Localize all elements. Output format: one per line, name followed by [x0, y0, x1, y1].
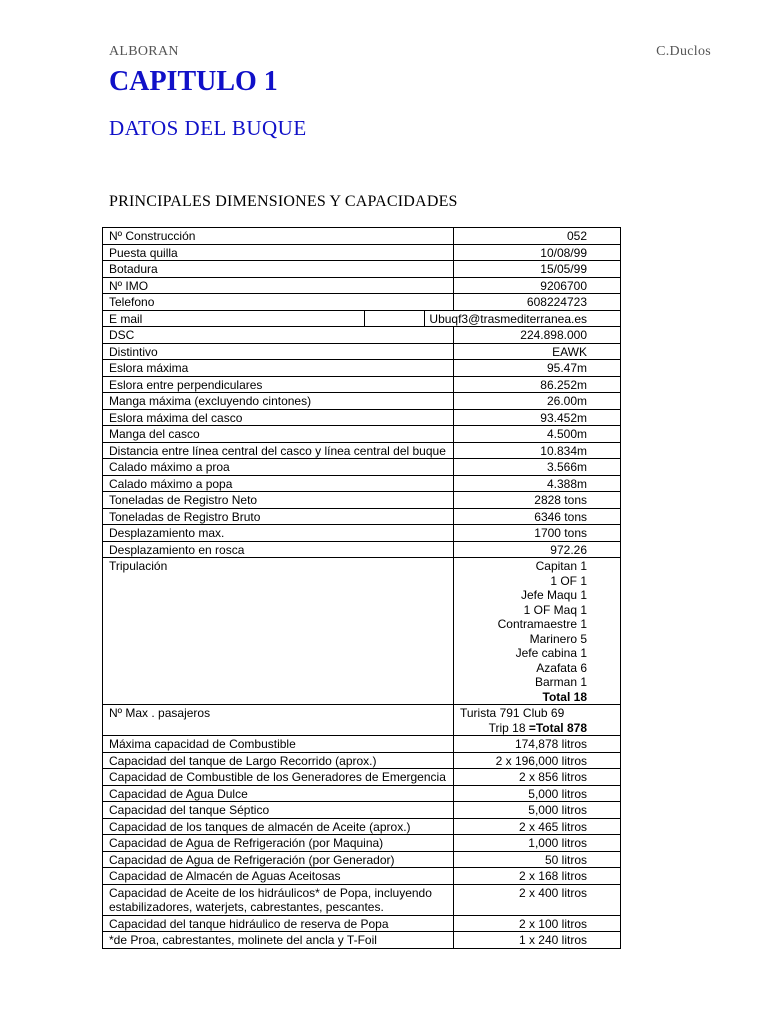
- row-label: Puesta quilla: [103, 245, 454, 261]
- row-spacer: [365, 311, 426, 327]
- row-label: *de Proa, cabrestantes, molinete del ancla y T-Foil: [103, 932, 454, 948]
- chapter-title: CAPITULO 1: [109, 66, 278, 97]
- row-value: 2828 tons: [534, 493, 587, 507]
- row-label: Calado máximo a popa: [103, 476, 454, 492]
- row-value: 15/05/99: [540, 262, 587, 276]
- table-row: [103, 425, 620, 442]
- row-value: 93.452m: [540, 410, 587, 425]
- running-header-left: ALBORAN: [109, 44, 179, 59]
- row-label: Manga del casco: [103, 426, 454, 442]
- row-label: Capacidad de Agua de Refrigeración (por Maquina): [103, 835, 454, 851]
- row-label: Calado máximo a proa: [103, 459, 454, 475]
- table-row: [103, 293, 620, 310]
- row-value: 608224723: [526, 295, 587, 309]
- table-row: [103, 442, 620, 459]
- row-value: 972.26: [550, 542, 587, 557]
- chapter-subtitle: DATOS DEL BUQUE: [109, 116, 307, 140]
- row-value: 052: [566, 229, 587, 243]
- row-label: Botadura: [103, 261, 454, 277]
- row-value: 2 x 465 litros: [518, 819, 587, 834]
- table-row: [103, 931, 620, 948]
- crew-lines: [458, 559, 587, 690]
- crew-line: 1 OF 1: [550, 573, 587, 588]
- passengers-label: Nº Max . pasajeros: [103, 705, 454, 735]
- row-label: Manga máxima (excluyendo cintones): [103, 393, 454, 409]
- passengers-trip: Trip 18: [488, 720, 529, 735]
- table-row: [103, 310, 620, 327]
- passengers-total-line: [460, 721, 587, 736]
- table-row: [103, 508, 620, 525]
- row-value: 2 x 168 litros: [518, 869, 587, 883]
- row-label: Capacidad de Almacén de Aguas Aceitosas: [103, 868, 454, 884]
- row-label: Distintivo: [103, 344, 454, 360]
- table-row: [103, 768, 620, 785]
- row-label: Nº IMO: [103, 278, 454, 294]
- row-label: Desplazamiento en rosca: [103, 542, 454, 558]
- basic-data-rows: [103, 228, 620, 557]
- table-row: [103, 244, 620, 261]
- crew-line: Marinero 5: [529, 631, 587, 646]
- row-label: Máxima capacidad de Combustible: [103, 736, 454, 752]
- row-value: 2 x 856 litros: [518, 770, 587, 784]
- running-header-right: C.Duclos: [656, 44, 711, 59]
- row-value: 26.00m: [546, 394, 587, 408]
- row-value: 86.252m: [540, 377, 587, 392]
- table-row: [103, 260, 620, 277]
- row-value: 5,000 litros: [528, 803, 587, 817]
- passengers-values: [454, 705, 620, 735]
- row-label: Capacidad de Agua de Refrigeración (por Generador): [103, 852, 454, 868]
- crew-label: Tripulación: [103, 558, 454, 704]
- row-value: 1,000 litros: [528, 836, 587, 850]
- row-value: 95.47m: [546, 361, 587, 375]
- table-row: [103, 524, 620, 541]
- table-row: [103, 228, 620, 244]
- row-label: Capacidad del tanque Séptico: [103, 802, 454, 818]
- row-label: Toneladas de Registro Neto: [103, 492, 454, 508]
- row-label: Eslora máxima: [103, 360, 454, 376]
- table-row: [103, 541, 620, 558]
- row-value: 6346 tons: [534, 509, 587, 524]
- capacity-rows: [103, 735, 620, 948]
- crew-line: Jefe Maqu 1: [520, 588, 587, 602]
- row-label: Distancia entre línea central del casco y línea central del buque: [103, 443, 454, 459]
- row-value: 10.834m: [540, 443, 587, 458]
- table-row: [103, 851, 620, 868]
- row-value: 174,878 litros: [514, 737, 587, 751]
- row-value: 1 x 240 litros: [518, 933, 587, 947]
- row-value: 10/08/99: [540, 245, 587, 260]
- crew-values: [454, 558, 620, 704]
- row-value: 4.500m: [546, 427, 587, 441]
- row-label: Desplazamiento max.: [103, 525, 454, 541]
- row-label: Capacidad del tanque hidráulico de reserva de Popa: [103, 916, 454, 932]
- table-row: [103, 867, 620, 884]
- table-row: [103, 491, 620, 508]
- row-value: 5,000 litros: [528, 786, 587, 801]
- table-row: [103, 884, 620, 915]
- row-value: 2 x 196,000 litros: [495, 753, 587, 768]
- row-value: 224.898.000: [520, 328, 587, 342]
- table-row: [103, 735, 620, 752]
- table-row: [103, 801, 620, 818]
- crew-line: Jefe cabina 1: [515, 646, 587, 660]
- passengers-total: =Total 878: [528, 720, 587, 735]
- crew-line: Capitan 1: [535, 559, 587, 573]
- table-row: [103, 277, 620, 294]
- table-row: [103, 915, 620, 932]
- row-label: DSC: [103, 327, 454, 343]
- row-label: Capacidad de Agua Dulce: [103, 786, 454, 802]
- row-value: Ubuqf3@trasmediterranea.es: [429, 311, 587, 326]
- row-value: 2 x 400 litros: [518, 885, 587, 900]
- ship-data-table: [102, 227, 621, 949]
- row-label: Eslora máxima del casco: [103, 410, 454, 426]
- section-title: PRINCIPALES DIMENSIONES Y CAPACIDADES: [109, 193, 458, 210]
- passengers-row: [103, 704, 620, 735]
- row-value: 4.388m: [546, 476, 587, 491]
- crew-line: Contramaestre 1: [497, 617, 587, 631]
- table-row: [103, 326, 620, 343]
- row-label: Eslora entre perpendiculares: [103, 377, 454, 393]
- table-row: [103, 392, 620, 409]
- row-label: Toneladas de Registro Bruto: [103, 509, 454, 525]
- row-label: Capacidad de Combustible de los Generadores de Emergencia: [103, 769, 454, 785]
- table-row: [103, 409, 620, 426]
- row-value: 1700 tons: [534, 526, 587, 540]
- crew-line: Barman 1: [534, 675, 587, 689]
- row-value: 2 x 100 litros: [518, 916, 587, 931]
- row-label: Capacidad del tanque de Largo Recorrido (aprox.): [103, 753, 454, 769]
- table-row: [103, 359, 620, 376]
- row-value: 3.566m: [546, 460, 587, 474]
- table-row: [103, 376, 620, 393]
- table-row: [103, 752, 620, 769]
- row-label: Nº Construcción: [103, 228, 454, 244]
- crew-total: Total 18: [542, 689, 587, 704]
- table-row: [103, 475, 620, 492]
- row-value: EAWK: [552, 344, 587, 359]
- table-row: [103, 818, 620, 835]
- table-row: [103, 458, 620, 475]
- passengers-breakdown: Turista 791 Club 69: [460, 706, 565, 720]
- row-label: Telefono: [103, 294, 454, 310]
- row-value: 9206700: [540, 278, 587, 293]
- row-value: 50 litros: [544, 852, 587, 867]
- crew-line: 1 OF Maq 1: [523, 602, 587, 617]
- table-row: [103, 834, 620, 851]
- crew-line: Azafata 6: [536, 660, 587, 675]
- table-row: [103, 343, 620, 360]
- row-label: Capacidad de Aceite de los hidráulicos* de Popa, incluyendo estabilizadores, waterjets, cabrestantes, pescantes.: [103, 885, 454, 915]
- table-row: [103, 785, 620, 802]
- row-label: Capacidad de los tanques de almacén de Aceite (aprox.): [103, 819, 454, 835]
- crew-row: [103, 557, 620, 704]
- row-label: E mail: [103, 311, 365, 327]
